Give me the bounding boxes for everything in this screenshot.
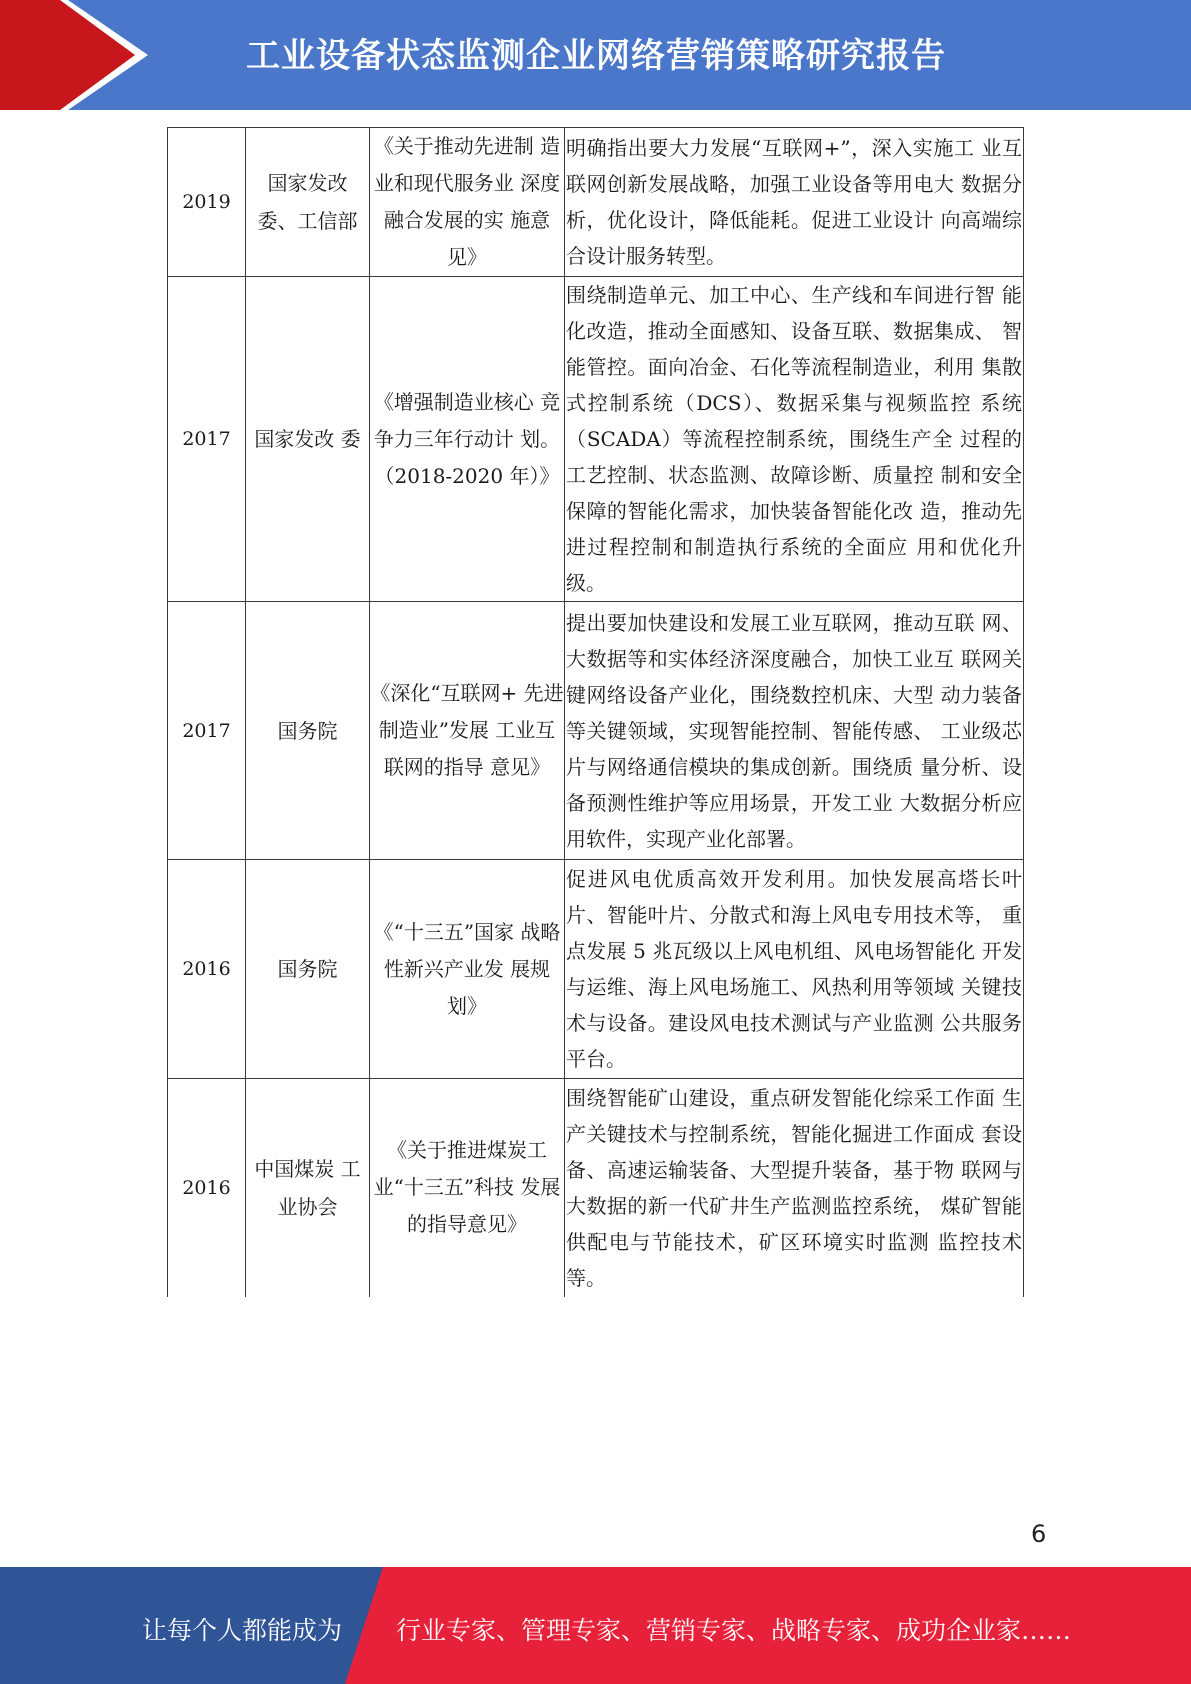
document-cell: 《深化“互联网+ 先进制造业”发展 工业互联网的指导 意见》: [370, 602, 565, 860]
content-cell: 明确指出要大力发展“互联网+”，深入实施工 业互联网创新发展战略，加强工业设备等用电大 数据分析，优化设计，降低能耗。促进工业设计 向高端综合设计服务转型。: [565, 128, 1024, 277]
year-cell: 2017: [168, 277, 246, 602]
table-row: [168, 277, 1024, 602]
document-cell: 《增强制造业核心 竞争力三年行动计 划。（2018-2020 年）》: [370, 277, 565, 602]
content-cell: 提出要加快建设和发展工业互联网，推动互联 网、大数据等和实体经济深度融合，加快工业互 联网关键网络设备产业化，围绕数控机床、大型 动力装备等关键领域，实现智能控制、智能传感、 工业级芯片与网络通信模块的集成创新。围绕质 量分析、设备预测性维护等应用场景，开发工业 大数据分析应用软件，实现产业化部署。: [565, 602, 1024, 860]
year-cell: 2016: [168, 1079, 246, 1297]
footer-slogan-left: 让每个人都能成为: [142, 1616, 343, 1645]
year-cell: 2017: [168, 602, 246, 860]
table-row: [168, 128, 1024, 277]
policy-table: [167, 127, 1024, 1297]
document-cell: 《关于推进煤炭工 业“十三五”科技 发展的指导意见》: [370, 1079, 565, 1297]
footer-banner: [0, 1567, 1191, 1684]
page-number: 6: [1031, 1520, 1047, 1548]
policy-table-body: [168, 128, 1024, 1297]
issuer-cell: 国务院: [246, 602, 370, 860]
chevron-arrow-icon: [0, 0, 150, 110]
issuer-cell: 国家发改 委: [246, 277, 370, 602]
content-cell: 围绕制造单元、加工中心、生产线和车间进行智 能化改造，推动全面感知、设备互联、数据集成、 智能管控。面向冶金、石化等流程制造业，利用 集散式控制系统（DCS）、数据采集与视频监控 系统（SCADA）等流程控制系统，围绕生产全 过程的工艺控制、状态监测、故障诊断、质量控 制和安全保障的智能化需求，加快装备智能化改 造，推动先进过程控制和制造执行系统的全面应 用和优化升级。: [565, 277, 1024, 602]
footer-slogan-right: 行业专家、管理专家、营销专家、战略专家、成功企业家……: [396, 1616, 1072, 1645]
issuer-cell: 国家发改委、工信部: [246, 128, 370, 277]
document-cell: 《关于推动先进制 造业和现代服务业 深度融合发展的实 施意见》: [370, 128, 565, 277]
content-cell: 促进风电优质高效开发利用。加快发展高塔长叶 片、智能叶片、分散式和海上风电专用技术等， 重点发展 5 兆瓦级以上风电机组、风电场智能化 开发与运维、海上风电场施工、风热利用等领域 关键技术与设备。建设风电技术测试与产业监测 公共服务平台。: [565, 860, 1024, 1079]
issuer-cell: 中国煤炭 工业协会: [246, 1079, 370, 1297]
table-row: [168, 860, 1024, 1079]
document-cell: 《“十三五”国家 战略性新兴产业发 展规划》: [370, 860, 565, 1079]
issuer-cell: 国务院: [246, 860, 370, 1079]
year-cell: 2019: [168, 128, 246, 277]
header-banner: [0, 0, 1191, 110]
year-cell: 2016: [168, 860, 246, 1079]
table-row: [168, 602, 1024, 860]
table-row: [168, 1079, 1024, 1297]
page-title: 工业设备状态监测企业网络营销策略研究报告: [246, 36, 946, 76]
content-cell: 围绕智能矿山建设，重点研发智能化综采工作面 生产关键技术与控制系统，智能化掘进工作面成 套设备、高速运输装备、大型提升装备，基于物 联网与大数据的新一代矿井生产监测监控系统， 煤矿智能供配电与节能技术，矿区环境实时监测 监控技术等。: [565, 1079, 1024, 1297]
